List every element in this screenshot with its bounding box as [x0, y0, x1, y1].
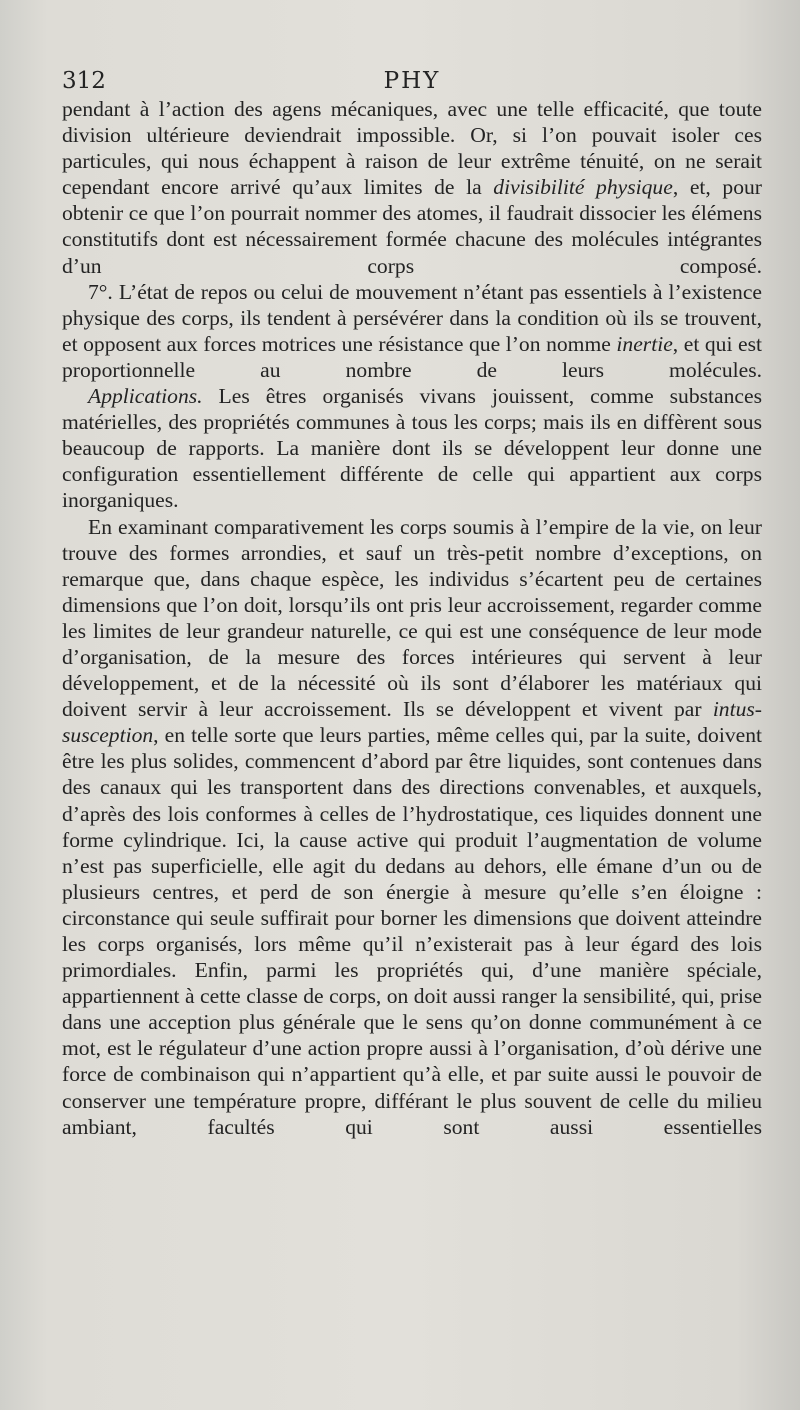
text-segment: , en telle sorte que leurs parties, même celles qui, par la suite, doivent être les plus solides, commencent d’abord par être liquides, sont contenues dans des canaux qui les transportent dans des directions convenables, et auxquels, d’après des lois conformes à celles de l’hydrostatique, ces liquides donnent une forme cylindrique. Ici, la cause active qui produit l’augmentation de volume n’est pas superficielle, elle agit du dedans au dehors, elle émane d’un ou de plusieurs centres, et perd de son énergie à mesure qu’elle s’en éloigne : circonstance qui seule suffirait pour borner les dimensions que doivent atteindre les corps organisés, lors même qu’il n’existerait pas à leur égard des lois primordiales. Enfin, parmi les propriétés qui, d’une manière spéciale, appartiennent à cette classe de corps, on doit aussi ranger la sensibilité, qui, prise dans une acception plus générale que le sens qu’on donne communément à ce mot, est le régulateur d’une action propre aussi à l’organisation, d’où dérive une force de combinaison qui n’appartient qu’à elle, et par suite aussi le pouvoir de conserver une température propre, différant le plus souvent de celle du milieu ambiant, facultés qui sont aussi essentielles [62, 723, 762, 1139]
paragraph [62, 96, 762, 279]
text-segment: , et qui est proportionnelle au nombre de leurs molécules. [62, 331, 762, 382]
text-segment: 7°. L’état de repos ou celui de mouvement n’étant pas essentiels à l’existence physique des corps, ils tendent à persévérer dans la condition où ils se trouvent, et opposent aux forces motrices une résistance que l’on nomme [62, 279, 762, 356]
italic-term: intus-susception [62, 697, 762, 748]
body-text [62, 96, 762, 1140]
paragraph [62, 383, 762, 513]
text-segment: pendant à l’action des agens mécaniques, avec une telle efficacité, que toute division ultérieure deviendrait impossible. Or, si l’on pouvait isoler ces particules, qui nous échappent à raison de leur extrême ténuité, on ne serait cependant encore arrivé qu’aux limites de la [62, 97, 762, 200]
text-segment: En examinant comparativement les corps soumis à l’empire de la vie, on leur trouve des formes arrondies, et sauf un très-petit nombre d’exceptions, on remarque que, dans chaque espèce, les individus s’écartent peu de certaines dimensions que l’on doit, lorsqu’ils ont pris leur accroissement, regarder comme les limites de leur grandeur naturelle, ce qui est une conséquence de leur mode d’organisation, de la mesure des forces intérieures qui servent à leur développement, et de la nécessité où ils sont d’élaborer les matériaux qui doivent servir à leur accroissement. Ils se développent et vivent par [62, 514, 762, 722]
text-segment: Les êtres organisés vivans jouissent, comme substances matérielles, des propriétés communes à tous les corps; mais ils en diffèrent sous beaucoup de rapports. La manière dont ils se développent leur donne une configuration essentiellement différente de celle qui appartient aux corps inorganiques. [62, 384, 762, 513]
section-lead: Applications. [88, 384, 203, 409]
paragraph [62, 514, 762, 1140]
running-title: PHY [383, 68, 441, 94]
page-number: 312 [62, 68, 106, 94]
paragraph [62, 279, 762, 383]
text-segment: , et, pour obtenir ce que l’on pourrait nommer des atomes, il faudrait dissocier les élémens constitutifs dont est nécessairement formée chacune des molécules intégrantes d’un corps composé. [62, 175, 762, 278]
page-header [62, 62, 762, 96]
italic-term: inertie [616, 331, 673, 356]
italic-term: divisibilité physique [493, 175, 673, 200]
